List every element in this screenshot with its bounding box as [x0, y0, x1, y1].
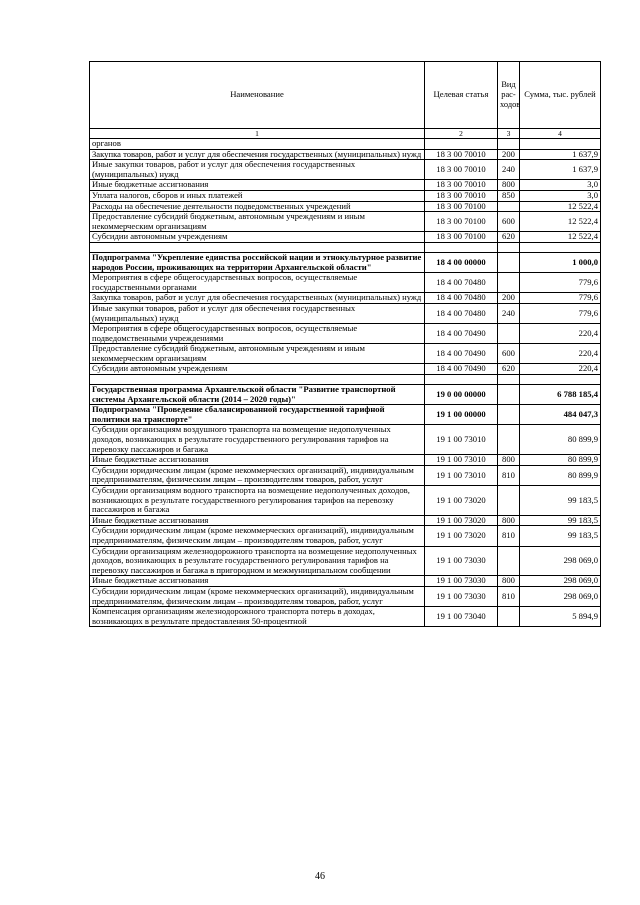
column-number: 1 [90, 129, 425, 139]
column-number: 4 [520, 129, 601, 139]
cell-code: 18 3 00 70100 [425, 212, 498, 232]
cell-code: 18 4 00 70480 [425, 273, 498, 293]
cell-sum: 99 183,5 [520, 526, 601, 546]
cell-name: органов [90, 139, 425, 150]
cell-sum: 220,4 [520, 324, 601, 344]
cell-name: Закупка товаров, работ и услуг для обеспечения государственных (муниципальных) нужд [90, 293, 425, 304]
cell-code: 19 1 00 73020 [425, 486, 498, 516]
table-row [90, 201, 601, 212]
table-row [90, 160, 601, 180]
cell-code: 18 3 00 70010 [425, 149, 498, 160]
cell-sum: 3,0 [520, 190, 601, 201]
cell-code: 19 1 00 73040 [425, 607, 498, 627]
cell-name: Мероприятия в сфере общегосударственных вопросов, осуществляемые государственными органами [90, 273, 425, 293]
cell-code: 19 1 00 73030 [425, 546, 498, 576]
cell-code: 19 0 00 00000 [425, 385, 498, 405]
cell-vid: 620 [498, 364, 520, 375]
cell-vid: 600 [498, 212, 520, 232]
table-row [90, 465, 601, 485]
cell-name: Субсидии юридическим лицам (кроме некоммерческих организаций), индивидуальным предпринимателям, физическим лицам – производителям товаров, работ, услуг [90, 465, 425, 485]
table-row [90, 293, 601, 304]
cell-code: 18 4 00 70480 [425, 303, 498, 323]
cell-vid: 800 [498, 180, 520, 191]
cell-name: Иные бюджетные ассигнования [90, 576, 425, 587]
budget-table [89, 61, 601, 627]
table-row [90, 576, 601, 587]
table-row [90, 425, 601, 455]
cell-sum: 779,6 [520, 293, 601, 304]
table-row [90, 180, 601, 191]
cell-vid: 810 [498, 526, 520, 546]
table-row [90, 586, 601, 606]
cell-name: Иные бюджетные ассигнования [90, 515, 425, 526]
cell-vid: 600 [498, 344, 520, 364]
cell-name: Уплата налогов, сборов и иных платежей [90, 190, 425, 201]
cell-name: Субсидии организациям водного транспорта на возмещение недополученных доходов, возникающих в результате государственного регулирования тарифов на перевозку пассажиров и багажа [90, 486, 425, 516]
table-body [90, 139, 601, 627]
cell-code: 19 1 00 73010 [425, 465, 498, 485]
cell-sum: 298 069,0 [520, 576, 601, 587]
table-row [90, 212, 601, 232]
cell-name [90, 242, 425, 252]
budget-table-sheet [89, 61, 600, 627]
cell-vid: 240 [498, 303, 520, 323]
cell-sum: 298 069,0 [520, 586, 601, 606]
header-name: Наименование [90, 62, 425, 129]
cell-vid: 850 [498, 190, 520, 201]
cell-sum: 1 637,9 [520, 160, 601, 180]
cell-vid: 620 [498, 232, 520, 243]
spacer-row [90, 375, 601, 385]
cell-code: 19 1 00 73030 [425, 586, 498, 606]
cell-name: Расходы на обеспечение деятельности подведомственных учреждений [90, 201, 425, 212]
cell-sum: 80 899,9 [520, 425, 601, 455]
cell-name: Субсидии автономным учреждениям [90, 364, 425, 375]
table-row [90, 252, 601, 272]
cell-vid [498, 425, 520, 455]
table-row [90, 607, 601, 627]
cell-vid [498, 607, 520, 627]
cell-sum: 1 000,0 [520, 252, 601, 272]
cell-vid: 800 [498, 515, 520, 526]
cell-code: 18 3 00 70100 [425, 201, 498, 212]
cell-vid [498, 375, 520, 385]
cell-vid: 200 [498, 149, 520, 160]
cell-vid: 810 [498, 586, 520, 606]
table-row [90, 190, 601, 201]
cell-vid [498, 201, 520, 212]
cell-sum: 3,0 [520, 180, 601, 191]
cell-code: 18 4 00 70490 [425, 364, 498, 375]
cell-code: 18 4 00 70480 [425, 293, 498, 304]
cell-name: Предоставление субсидий бюджетным, автономным учреждениям и иным некоммерческим организациям [90, 344, 425, 364]
table-row [90, 455, 601, 466]
column-number: 3 [498, 129, 520, 139]
cell-vid: 240 [498, 160, 520, 180]
cell-name: Субсидии организациям воздушного транспорта на возмещение недополученных доходов, возникающих в результате государственного регулирования тарифов на перевозку пассажиров и багажа [90, 425, 425, 455]
cell-name: Иные закупки товаров, работ и услуг для обеспечения государственных (муниципальных) нужд [90, 303, 425, 323]
cell-name: Компенсация организациям железнодорожного транспорта потерь в доходах, возникающих в результате предоставления 50-процентной [90, 607, 425, 627]
cell-vid [498, 252, 520, 272]
spacer-row [90, 242, 601, 252]
cell-code: 18 4 00 70490 [425, 324, 498, 344]
table-row [90, 344, 601, 364]
table-row [90, 526, 601, 546]
cell-code [425, 139, 498, 150]
cell-sum: 220,4 [520, 344, 601, 364]
cell-name: Субсидии юридическим лицам (кроме некоммерческих организаций), индивидуальным предпринимателям, физическим лицам – производителям товаров, работ, услуг [90, 586, 425, 606]
cell-code: 18 4 00 00000 [425, 252, 498, 272]
cell-sum: 298 069,0 [520, 546, 601, 576]
cell-vid [498, 486, 520, 516]
cell-code: 19 1 00 00000 [425, 405, 498, 425]
table-row [90, 324, 601, 344]
cell-code [425, 242, 498, 252]
cell-sum: 99 183,5 [520, 515, 601, 526]
table-row [90, 486, 601, 516]
cell-sum: 12 522,4 [520, 201, 601, 212]
cell-vid [498, 139, 520, 150]
cell-code: 19 1 00 73010 [425, 455, 498, 466]
cell-code: 18 4 00 70490 [425, 344, 498, 364]
cell-code: 19 1 00 73020 [425, 515, 498, 526]
table-row [90, 303, 601, 323]
cell-sum: 5 894,9 [520, 607, 601, 627]
cell-code: 18 3 00 70100 [425, 232, 498, 243]
cell-sum: 12 522,4 [520, 212, 601, 232]
table-row [90, 232, 601, 243]
cell-vid [498, 324, 520, 344]
cell-vid: 200 [498, 293, 520, 304]
cell-sum [520, 375, 601, 385]
cell-sum [520, 139, 601, 150]
cell-vid: 800 [498, 455, 520, 466]
cell-name: Иные бюджетные ассигнования [90, 455, 425, 466]
table-row [90, 273, 601, 293]
table-row [90, 405, 601, 425]
column-number: 2 [425, 129, 498, 139]
cell-vid [498, 273, 520, 293]
cell-code: 18 3 00 70010 [425, 190, 498, 201]
cell-vid [498, 242, 520, 252]
cell-sum: 80 899,9 [520, 455, 601, 466]
cell-name: Подпрограмма "Укрепление единства российской нации и этнокультурное развитие народов России, проживающих на территории Архангельской области" [90, 252, 425, 272]
table-row [90, 364, 601, 375]
table-row [90, 385, 601, 405]
cell-name: Предоставление субсидий бюджетным, автономным учреждениям и иным некоммерческим организациям [90, 212, 425, 232]
cell-sum: 1 637,9 [520, 149, 601, 160]
cell-code: 19 1 00 73030 [425, 576, 498, 587]
cell-name: Закупка товаров, работ и услуг для обеспечения государственных (муниципальных) нужд [90, 149, 425, 160]
cell-name: Субсидии автономным учреждениям [90, 232, 425, 243]
table-row [90, 515, 601, 526]
cell-sum: 484 047,3 [520, 405, 601, 425]
cell-sum: 779,6 [520, 303, 601, 323]
header-sum: Сумма, тыс. рублей [520, 62, 601, 129]
cell-code: 18 3 00 70010 [425, 160, 498, 180]
cell-name: Подпрограмма "Проведение сбалансированной государственной тарифной политики на транспорте" [90, 405, 425, 425]
page-number: 46 [315, 871, 325, 882]
table-row [90, 139, 601, 150]
cell-vid [498, 385, 520, 405]
header-vid: Вид рас-ходов [498, 62, 520, 129]
cell-sum: 99 183,5 [520, 486, 601, 516]
cell-name: Иные закупки товаров, работ и услуг для обеспечения государственных (муниципальных) нужд [90, 160, 425, 180]
cell-vid [498, 546, 520, 576]
cell-code [425, 375, 498, 385]
cell-name: Государственная программа Архангельской области "Развитие транспортной системы Архангельской области (2014 – 2020 годы)" [90, 385, 425, 405]
cell-sum [520, 242, 601, 252]
cell-vid [498, 405, 520, 425]
cell-sum: 220,4 [520, 364, 601, 375]
cell-code: 19 1 00 73020 [425, 526, 498, 546]
cell-name: Субсидии организациям железнодорожного транспорта на возмещение недополученных доходов, возникающих в результате государственного регулирования тарифов на перевозку пассажиров и багажа в пригородном и межмуниципальном сообщении [90, 546, 425, 576]
cell-sum: 779,6 [520, 273, 601, 293]
table-header-row [90, 62, 601, 129]
table-row [90, 149, 601, 160]
column-number-row [90, 129, 601, 139]
cell-vid: 810 [498, 465, 520, 485]
cell-name [90, 375, 425, 385]
cell-code: 19 1 00 73010 [425, 425, 498, 455]
cell-code: 18 3 00 70010 [425, 180, 498, 191]
header-code: Целевая статья [425, 62, 498, 129]
cell-name: Субсидии юридическим лицам (кроме некоммерческих организаций), индивидуальным предпринимателям, физическим лицам – производителям товаров, работ, услуг [90, 526, 425, 546]
cell-vid: 800 [498, 576, 520, 587]
table-row [90, 546, 601, 576]
cell-name: Мероприятия в сфере общегосударственных вопросов, осуществляемые подведомственными учреждениями [90, 324, 425, 344]
cell-sum: 80 899,9 [520, 465, 601, 485]
cell-name: Иные бюджетные ассигнования [90, 180, 425, 191]
cell-sum: 12 522,4 [520, 232, 601, 243]
cell-sum: 6 788 185,4 [520, 385, 601, 405]
